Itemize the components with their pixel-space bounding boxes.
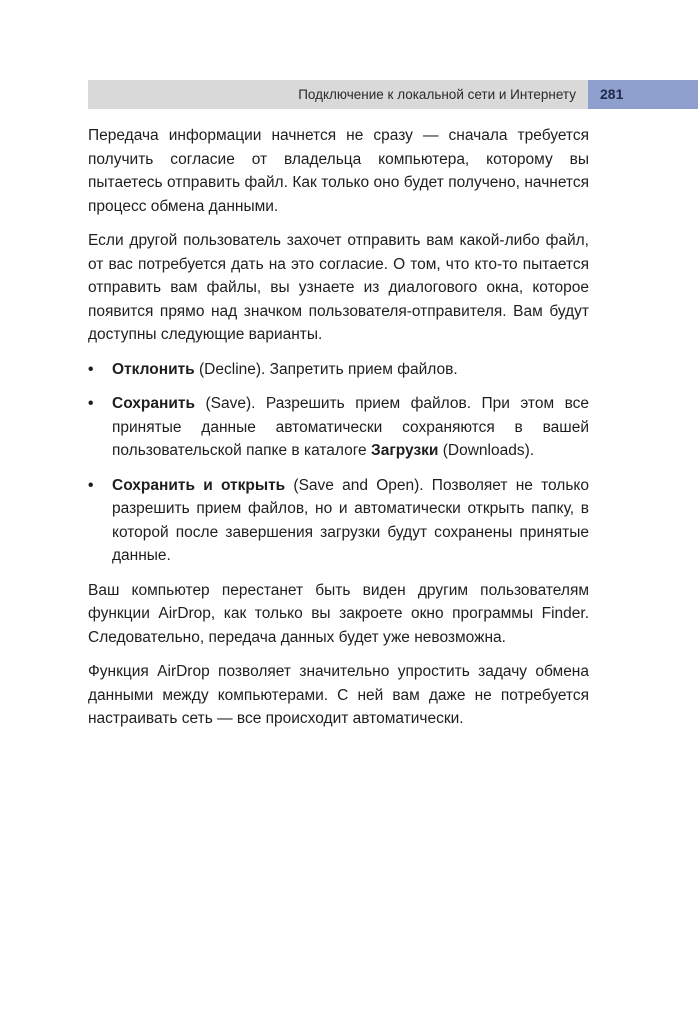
bullet-marker: • [88, 476, 94, 494]
option-description: (Save). Разрешить прием файлов. При этом все принятые данные автоматически сохраняются в вашей пользовательской папке в каталоге [112, 395, 589, 459]
option-description-end: (Downloads). [438, 442, 535, 459]
paragraph-incoming-request: Если другой пользователь захочет отправить вам какой-либо файл, от вас потребуется дать на это согласие. О том, что кто-то пытается отправить вам файлы, вы узнаете из диалогового окна, которое появится прямо над значком пользователя-отправителя. Вам будут доступны следующие варианты. [88, 232, 589, 343]
list-item-decline [88, 358, 589, 382]
option-description: (Decline). Запретить прием файлов. [194, 360, 458, 378]
running-header [88, 80, 588, 109]
paragraph-transfer-consent: Передача информации начнется не сразу — сначала требуется получить согласие от владельца компьютера, которому вы пытаетесь отправить файл. Как только оно будет получено, начнется процесс обмена данными. [88, 127, 589, 215]
list-item-save-and-open [88, 474, 589, 568]
paragraph-summary: Функция AirDrop позволяет значительно упростить задачу обмена данными между компьютерами. С ней вам даже не потребуется настраивать сеть — все происходит автоматически. [88, 663, 589, 727]
option-term: Сохранить и открыть [112, 476, 286, 494]
bullet-marker: • [88, 360, 94, 378]
chapter-title: Подключение к локальной сети и Интернету [298, 87, 576, 102]
list-item-save [88, 392, 589, 463]
page-body [88, 124, 589, 742]
option-term: Сохранить [112, 395, 195, 412]
options-list [88, 358, 589, 568]
page-number-tab [588, 80, 698, 109]
bullet-marker: • [88, 395, 94, 412]
option-term: Отклонить [112, 360, 195, 378]
option-description: (Save and Open). Позволяет не только разрешить прием файлов, но и автоматически открыть папку, в которой после завершения загрузки будут сохранены принятые данные. [112, 476, 589, 564]
paragraph-visibility: Ваш компьютер перестанет быть виден другим пользователям функции AirDrop, как только вы закроете окно программы Finder. Следовательно, передача данных будет уже невозможна. [88, 581, 589, 646]
page-number: 281 [600, 86, 624, 102]
folder-name: Загрузки [370, 442, 439, 459]
